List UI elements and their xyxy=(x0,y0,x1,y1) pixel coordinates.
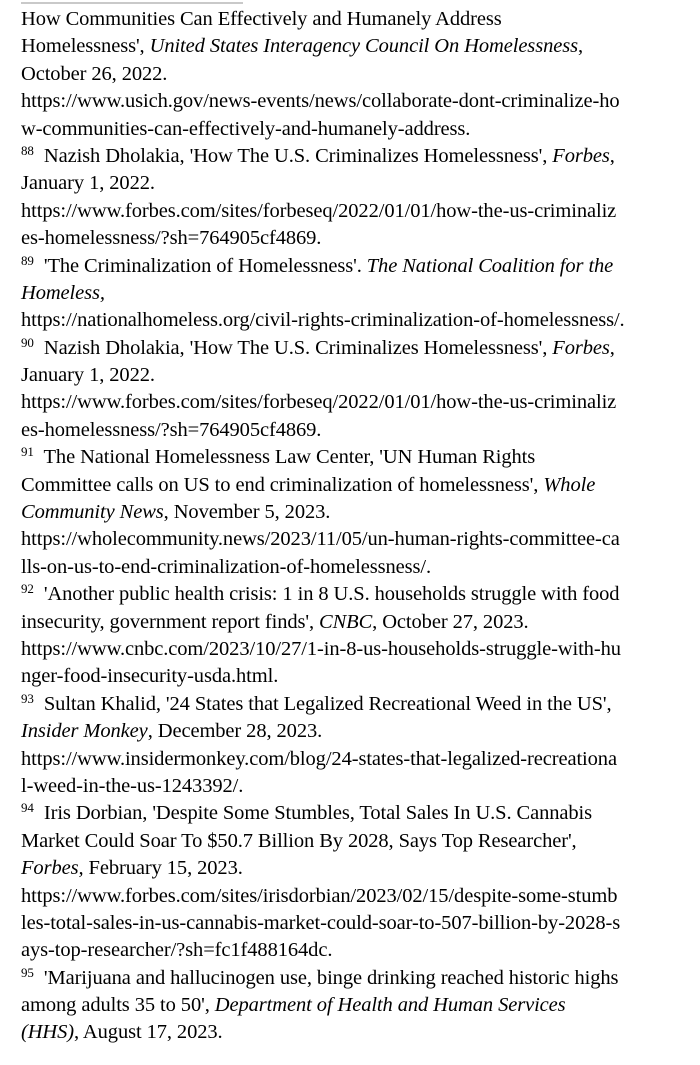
citation-text: Iris Dorbian, 'Despite Some Stumbles, Total Sales In U.S. Cannabis xyxy=(33,802,593,825)
text-line xyxy=(21,636,693,663)
footnote-92 xyxy=(21,581,693,691)
citation-text: Homelessness', xyxy=(21,35,150,58)
citation-text: , xyxy=(609,336,615,359)
source-title: Whole xyxy=(543,473,596,496)
text-line xyxy=(21,116,693,143)
footnote-89 xyxy=(21,253,693,335)
footnote-separator-rule xyxy=(21,2,243,4)
source-title: Community News xyxy=(21,501,164,524)
citation-url: https://www.forbes.com/sites/irisdorbian/2023/02/15/despite-some-stumb xyxy=(21,884,618,907)
citation-text: Sultan Khalid, '24 States that Legalized Recreational Weed in the US', xyxy=(33,692,612,715)
text-line xyxy=(21,61,693,88)
citation-text: es-homelessness/?sh=764905cf4869. xyxy=(21,418,322,441)
text-line xyxy=(21,389,693,416)
text-line xyxy=(21,965,693,992)
source-title: Department of Health and Human Services xyxy=(214,994,566,1017)
source-title: Forbes, xyxy=(21,857,84,880)
citation-text: les-total-sales-in-us-cannabis-market-could-soar-to-507-billion-by-2028-s xyxy=(21,911,621,934)
citation-text: ays-top-researcher/?sh=fc1f488164dc. xyxy=(21,939,333,962)
citation-text: insecurity, government report finds', xyxy=(21,610,320,633)
source-title: Homeless, xyxy=(21,281,105,304)
text-line xyxy=(21,444,693,471)
text-line xyxy=(21,746,693,773)
citation-text: The National Homelessness Law Center, 'UN Human Rights xyxy=(33,446,536,469)
citation-text: How Communities Can Effectively and Humanely Address xyxy=(21,8,502,30)
text-line xyxy=(21,472,693,499)
text-line xyxy=(21,1019,693,1046)
citation-text: January 1, 2022. xyxy=(21,172,155,195)
citation-text: , December 28, 2023. xyxy=(147,720,323,743)
text-line xyxy=(21,937,693,964)
citation-text: l-weed-in-the-us-1243392/. xyxy=(21,774,244,797)
citation-text: 'Marijuana and hallucinogen use, binge drinking reached historic highs xyxy=(33,966,619,989)
citation-text: es-homelessness/?sh=764905cf4869. xyxy=(21,227,322,250)
text-line xyxy=(21,307,693,334)
footnote-number: 93 xyxy=(21,690,34,706)
source-title: Forbes xyxy=(552,144,610,167)
citation-url: https://wholecommunity.news/2023/11/05/un-human-rights-committee-ca xyxy=(21,528,620,551)
citation-text: Market Could Soar To $50.7 Billion By 2028, Says Top Researcher', xyxy=(21,829,577,852)
source-title: (HHS) xyxy=(21,1021,75,1044)
footnote-number: 92 xyxy=(21,581,34,597)
citation-url: https://www.forbes.com/sites/forbeseq/2022/01/01/how-the-us-criminaliz xyxy=(21,199,617,222)
footnotes-list xyxy=(21,6,693,1047)
citation-url: https://www.forbes.com/sites/forbeseq/2022/01/01/how-the-us-criminaliz xyxy=(21,391,617,414)
citation-text: Nazish Dholakia, 'How The U.S. Criminalizes Homelessness', xyxy=(33,144,553,167)
footnote-91 xyxy=(21,444,693,581)
text-line xyxy=(21,691,693,718)
citation-text: , November 5, 2023. xyxy=(163,501,331,524)
text-line xyxy=(21,910,693,937)
text-line xyxy=(21,663,693,690)
citation-url: https://www.cnbc.com/2023/10/27/1-in-8-us-households-struggle-with-hu xyxy=(21,637,621,660)
text-line xyxy=(21,6,693,33)
footnote-90 xyxy=(21,335,693,445)
citation-text: , xyxy=(577,35,584,58)
text-line xyxy=(21,225,693,252)
footnote-number: 94 xyxy=(21,800,34,816)
citation-url: w-communities-can-effectively-and-humanely-address. xyxy=(21,117,471,140)
citation-text: nger-food-insecurity-usda.html. xyxy=(21,665,279,688)
footnote-continuation xyxy=(21,6,693,143)
text-line xyxy=(21,88,693,115)
footnote-number: 89 xyxy=(21,252,34,268)
text-line xyxy=(21,773,693,800)
source-title: Insider Monkey xyxy=(21,720,148,743)
footnote-number: 90 xyxy=(21,334,34,350)
citation-text: Nazish Dholakia, 'How The U.S. Criminalizes Homelessness', xyxy=(33,336,553,359)
citation-text: January 1, 2022. xyxy=(21,364,155,387)
citation-text: October 26, 2022. xyxy=(21,62,168,85)
text-line xyxy=(21,609,693,636)
citation-text: , xyxy=(609,144,615,167)
text-line xyxy=(21,855,693,882)
citation-url: https://www.usich.gov/news-events/news/collaborate-dont-criminalize-ho xyxy=(21,90,620,113)
text-line xyxy=(21,526,693,553)
footnote-number: 91 xyxy=(21,444,34,460)
citation-text: lls-on-us-to-end-criminalization-of-homelessness/. xyxy=(21,555,432,578)
text-line xyxy=(21,718,693,745)
citation-text: February 15, 2023. xyxy=(83,857,243,880)
citation-text: 'Another public health crisis: 1 in 8 U.S. households struggle with food xyxy=(33,583,620,606)
text-line xyxy=(21,170,693,197)
source-title: The National Coalition for the xyxy=(366,254,614,277)
citation-url: https://www.insidermonkey.com/blog/24-states-that-legalized-recreationa xyxy=(21,747,617,770)
footnote-number: 95 xyxy=(21,964,34,980)
citation-text: , October 27, 2023. xyxy=(372,610,529,633)
text-line xyxy=(21,417,693,444)
source-title: Forbes xyxy=(552,336,610,359)
footnote-number: 88 xyxy=(21,142,34,158)
citation-url: https://nationalhomeless.org/civil-rights-criminalization-of-homelessness/. xyxy=(21,309,625,332)
text-line xyxy=(21,362,693,389)
text-line xyxy=(21,800,693,827)
text-line xyxy=(21,33,693,60)
text-line xyxy=(21,581,693,608)
source-title: United States Interagency Council On Homelessness xyxy=(149,35,578,58)
text-line xyxy=(21,280,693,307)
text-line xyxy=(21,992,693,1019)
citation-text: , August 17, 2023. xyxy=(74,1021,223,1044)
text-line xyxy=(21,143,693,170)
text-line xyxy=(21,499,693,526)
text-line xyxy=(21,554,693,581)
citation-text: 'The Criminalization of Homelessness'. xyxy=(33,254,367,277)
text-line xyxy=(21,253,693,280)
citation-text: Committee calls on US to end criminalization of homelessness', xyxy=(21,473,544,496)
source-title: CNBC xyxy=(319,610,373,633)
text-line xyxy=(21,335,693,362)
citation-text: among adults 35 to 50', xyxy=(21,994,215,1017)
footnote-95 xyxy=(21,965,693,1047)
text-line xyxy=(21,883,693,910)
text-line xyxy=(21,828,693,855)
text-line xyxy=(21,198,693,225)
footnote-88 xyxy=(21,143,693,253)
footnote-94 xyxy=(21,800,693,964)
footnote-93 xyxy=(21,691,693,801)
